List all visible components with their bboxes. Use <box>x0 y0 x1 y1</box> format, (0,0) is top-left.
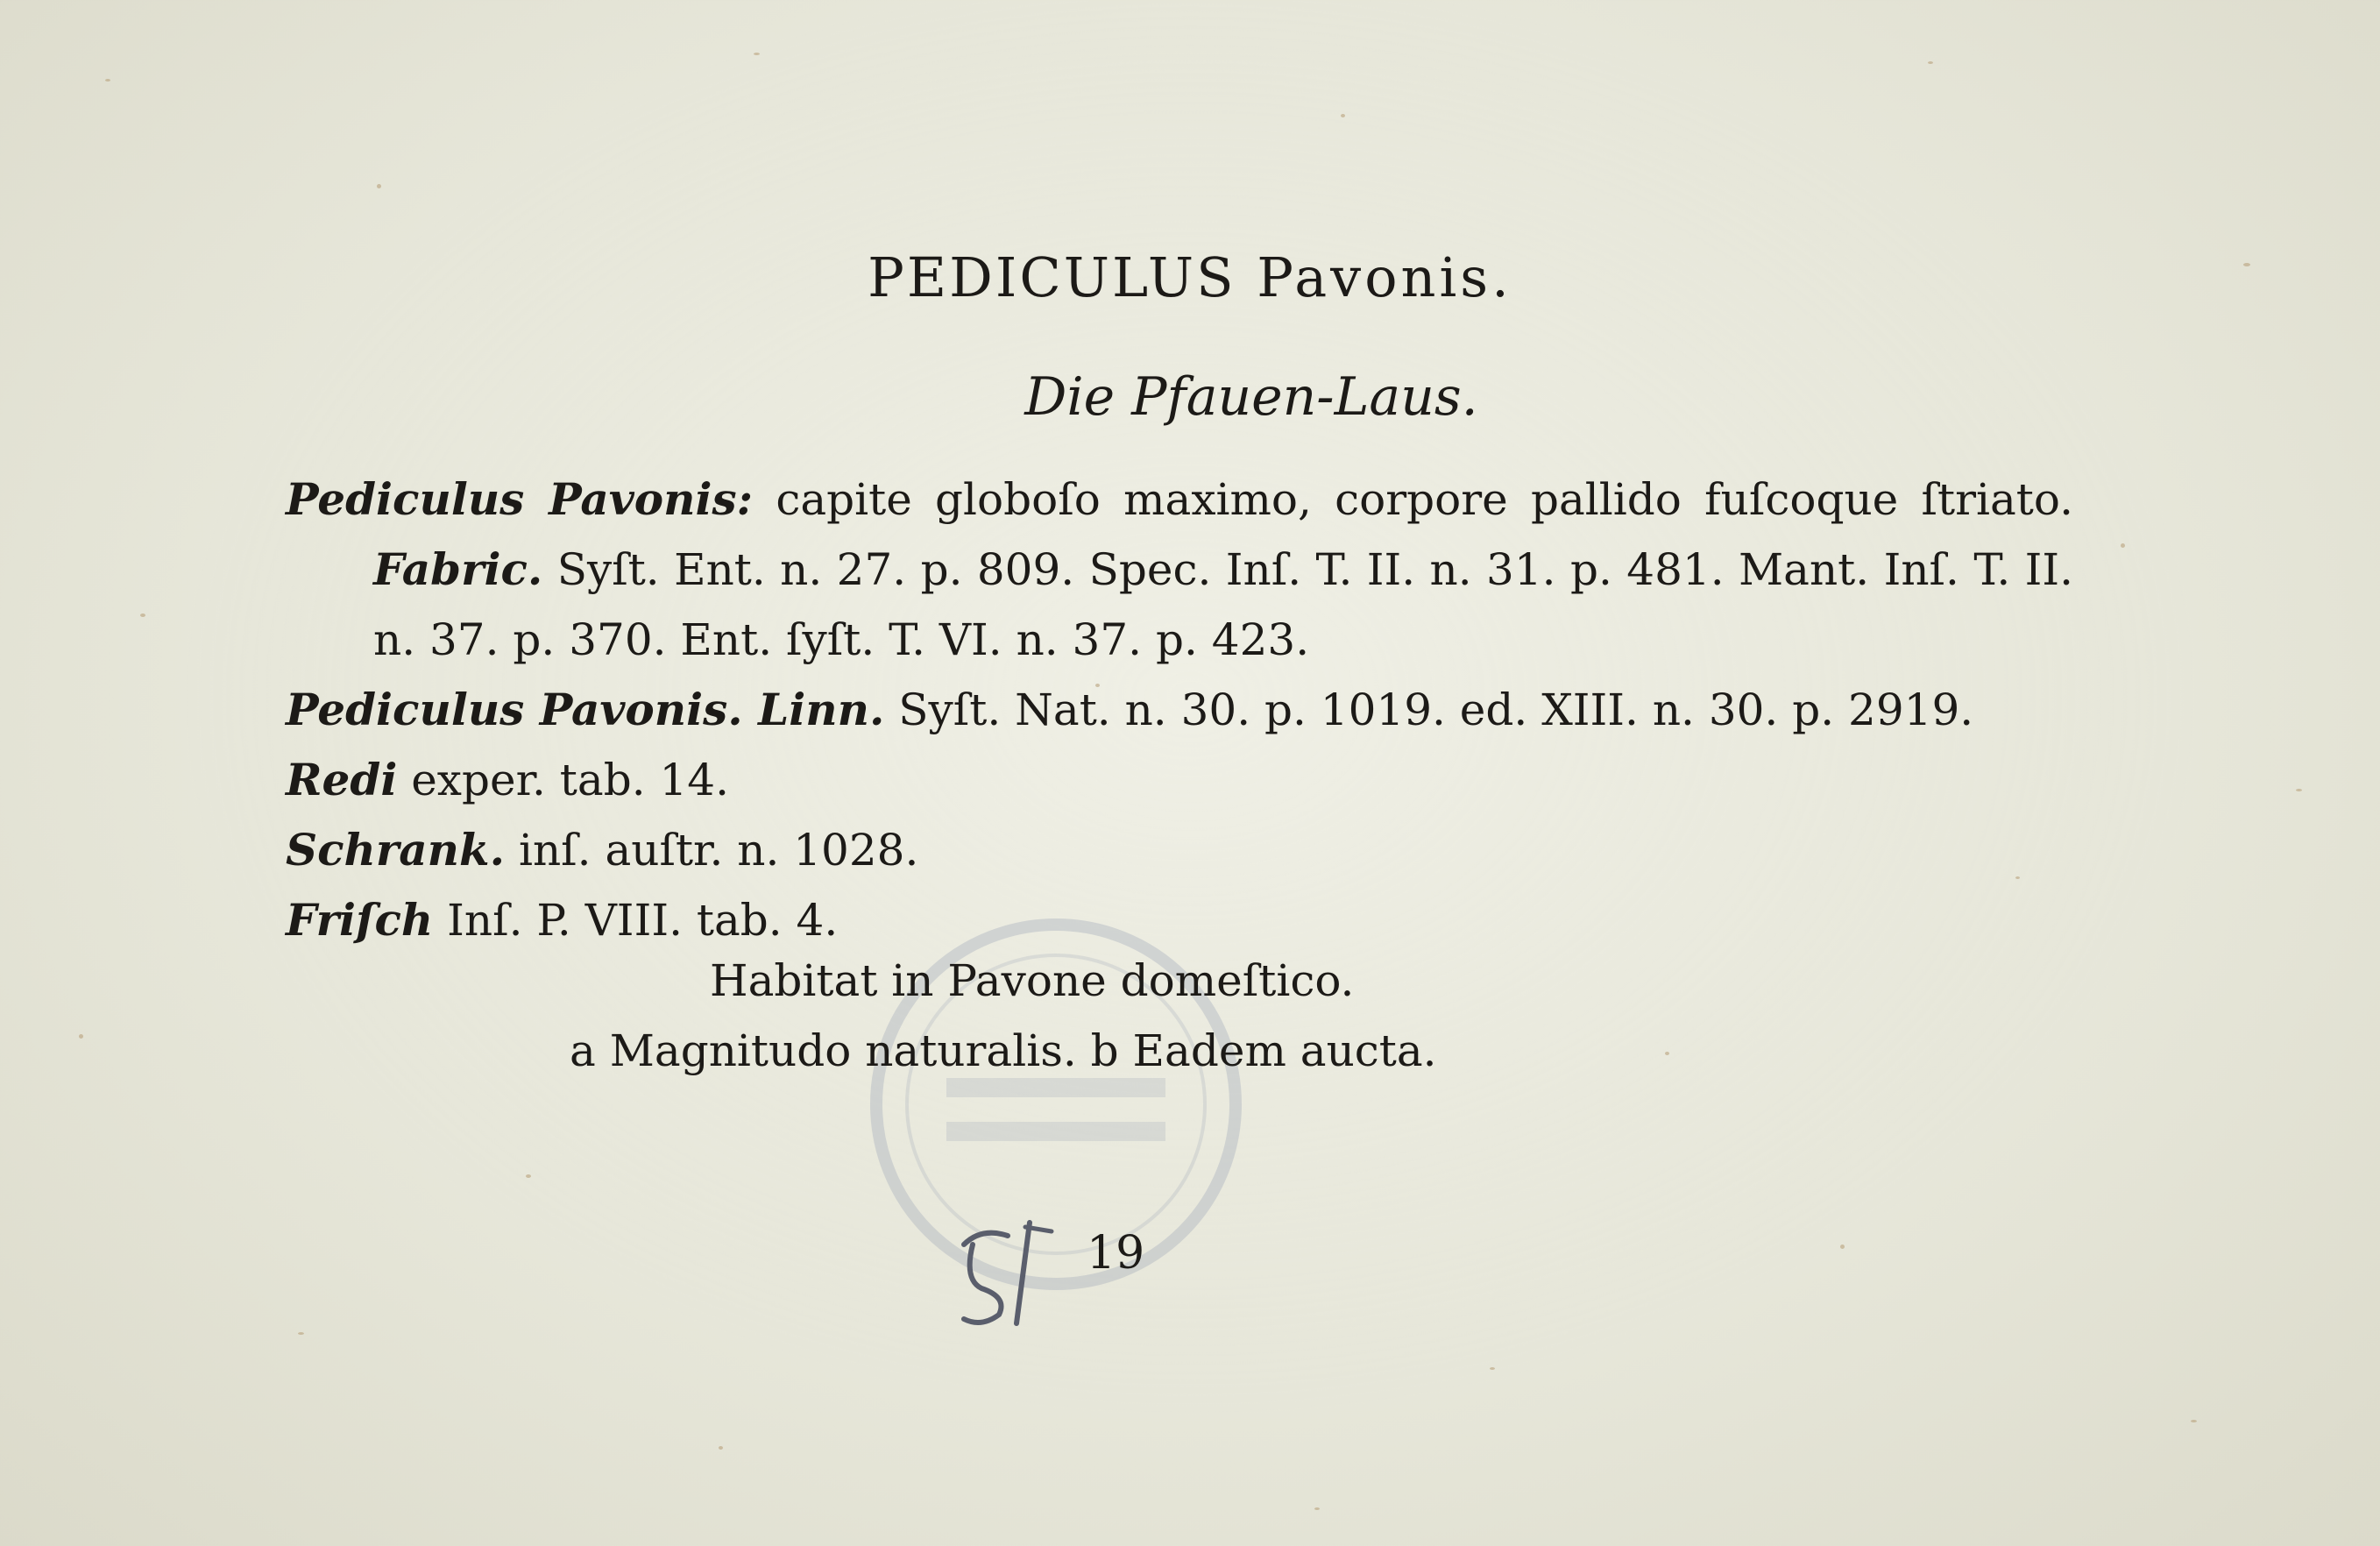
page-number: 19 <box>1087 1227 1145 1280</box>
entry-reference: Schrank. <box>286 824 506 876</box>
synonymy-entry <box>286 885 2073 955</box>
title-genus: PEDICULUS <box>868 245 1236 309</box>
synonymy-entry <box>286 745 2073 815</box>
entry-text: capite globoſo maximo, corpore pallido fuſcoque ſtriato. <box>753 474 2073 525</box>
entry-reference: Friſch <box>286 894 434 946</box>
page-subtitle: Die Pfauen-Laus. <box>1024 366 1478 428</box>
synonymy-list <box>286 465 2073 955</box>
entry-reference: Pediculus Pavonis. Linn. <box>286 684 885 735</box>
page-title <box>0 245 2380 309</box>
entry-text: Syſt. Nat. n. 30. p. 1019. ed. XIII. n. 30. p. 2919. <box>884 684 1974 735</box>
title-species: Pavonis. <box>1257 245 1512 309</box>
handwritten-mark <box>946 1209 1087 1332</box>
habitat-line: Habitat in Pavone domeſtico. <box>710 955 1355 1006</box>
entry-reference: Fabric. <box>373 543 543 595</box>
entry-reference: Redi <box>286 754 398 805</box>
synonymy-entry <box>286 675 2073 745</box>
entry-text: Syſt. Ent. n. 27. p. 809. Spec. Inſ. T. II. n. 31. p. 481. Mant. Inſ. T. II. n. 37. p. 370. Ent. ſyſt. T. VI. n. 37. p. 423. <box>373 544 2073 665</box>
magnitude-caption: a Magnitudo naturalis. b Eadem aucta. <box>570 1025 1437 1076</box>
synonymy-entry <box>286 465 2073 675</box>
entry-text: inſ. auſtr. n. 1028. <box>505 825 919 876</box>
entry-text: Inſ. P. VIII. tab. 4. <box>433 895 839 946</box>
entry-reference: Pediculus Pavonis: <box>286 473 754 525</box>
entry-text: exper. tab. 14. <box>397 755 730 805</box>
synonymy-entry <box>286 815 2073 885</box>
